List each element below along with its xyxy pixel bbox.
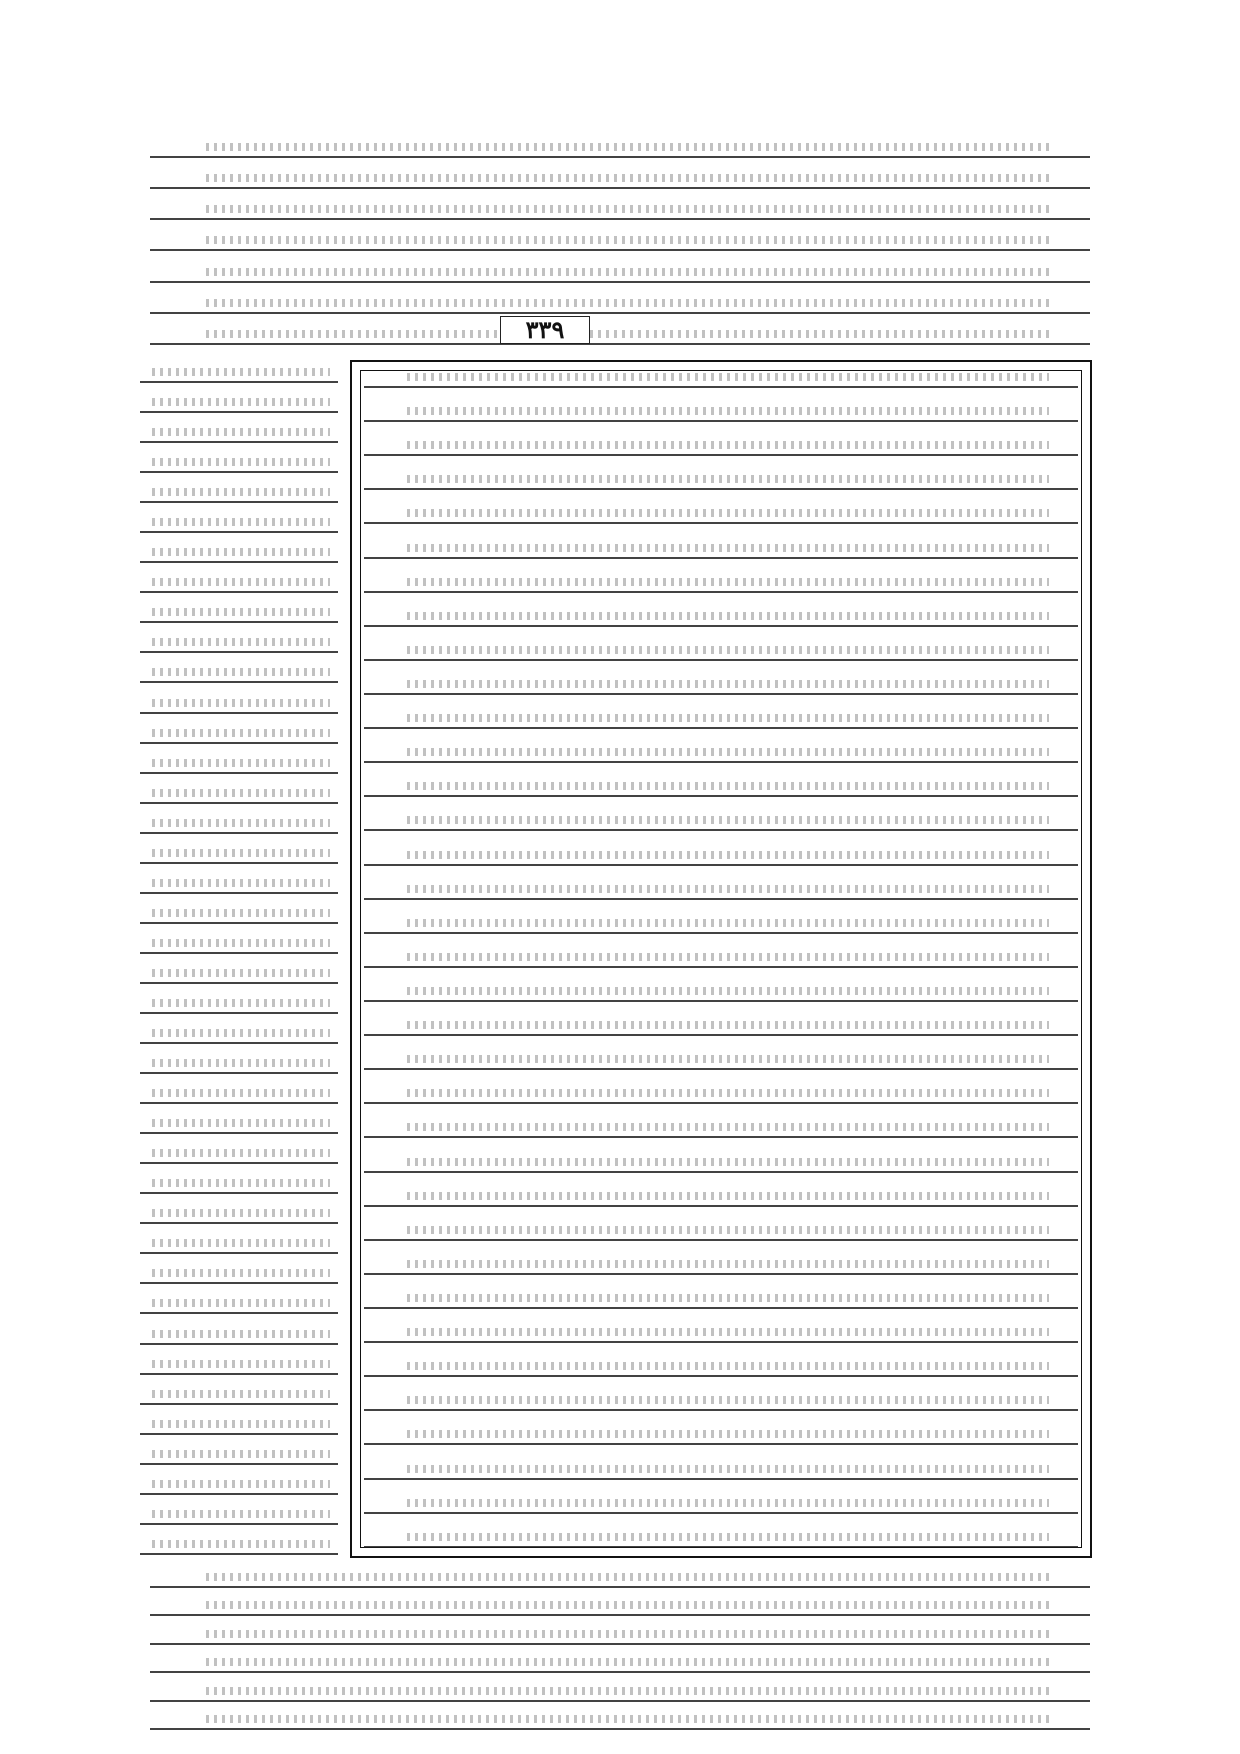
side-commentary-line: [140, 1176, 338, 1194]
footer-line: [150, 1712, 1090, 1730]
main-text-line: [364, 1086, 1078, 1104]
side-commentary-line: [140, 756, 338, 774]
side-commentary-line: [140, 936, 338, 954]
side-commentary-line: [140, 816, 338, 834]
side-commentary-line: [140, 1447, 338, 1465]
main-text-line: [364, 1257, 1078, 1275]
main-text-line: [364, 472, 1078, 490]
main-text-line: [364, 1189, 1078, 1207]
header-line: [150, 233, 1090, 251]
side-commentary-line: [140, 1146, 338, 1164]
main-text-line: [364, 1223, 1078, 1241]
main-text-line: [364, 575, 1078, 593]
side-commentary-line: [140, 786, 338, 804]
footer-line: [150, 1570, 1090, 1588]
header-line: [150, 327, 1090, 345]
main-text-block: [352, 370, 1090, 1548]
side-commentary-line: [140, 425, 338, 443]
main-text-line: [364, 813, 1078, 831]
side-commentary-line: [140, 575, 338, 593]
main-text-lines: [364, 370, 1078, 1548]
side-commentary-line: [140, 665, 338, 683]
header-line: [150, 140, 1090, 158]
side-commentary-line: [140, 726, 338, 744]
side-commentary-line: [140, 996, 338, 1014]
footer-line: [150, 1598, 1090, 1616]
side-commentary-line: [140, 1056, 338, 1074]
side-commentary-line: [140, 966, 338, 984]
side-commentary-line: [140, 1086, 338, 1104]
side-commentary-line: [140, 906, 338, 924]
main-text-line: [364, 1496, 1078, 1514]
header-lines: [150, 140, 1090, 345]
header-line: [150, 171, 1090, 189]
main-text-line: [364, 950, 1078, 968]
header-text-block: [150, 140, 1090, 345]
side-commentary-line: [140, 1477, 338, 1495]
side-commentary-line: [140, 1537, 338, 1555]
main-text-frame: [350, 360, 1092, 1558]
main-text-line: [364, 643, 1078, 661]
side-commentary-line: [140, 1116, 338, 1134]
main-text-line: [364, 1359, 1078, 1377]
main-text-line: [364, 916, 1078, 934]
main-text-line: [364, 848, 1078, 866]
header-line: [150, 202, 1090, 220]
side-commentary-line: [140, 1357, 338, 1375]
side-commentary-lines: [140, 365, 338, 1555]
side-commentary-line: [140, 1417, 338, 1435]
main-text-line: [364, 711, 1078, 729]
footer-line: [150, 1627, 1090, 1645]
main-text-line: [364, 1462, 1078, 1480]
side-commentary-line: [140, 1206, 338, 1224]
side-commentary-line: [140, 1387, 338, 1405]
side-commentary-line: [140, 365, 338, 383]
main-text-line: [364, 882, 1078, 900]
side-commentary-line: [140, 605, 338, 623]
side-commentary-line: [140, 515, 338, 533]
main-text-line: [364, 1325, 1078, 1343]
main-text-line: [364, 1052, 1078, 1070]
side-commentary-line: [140, 455, 338, 473]
side-commentary-line: [140, 1296, 338, 1314]
main-text-line: [364, 438, 1078, 456]
main-text-line: [364, 1120, 1078, 1138]
side-commentary-line: [140, 876, 338, 894]
main-text-line: [364, 1530, 1078, 1548]
main-text-line: [364, 1393, 1078, 1411]
main-text-line: [364, 1291, 1078, 1309]
side-commentary-line: [140, 1507, 338, 1525]
side-commentary-column: [140, 365, 338, 1555]
side-commentary-line: [140, 1026, 338, 1044]
page-number: ٣٣٩: [500, 316, 590, 344]
side-commentary-line: [140, 635, 338, 653]
side-commentary-line: [140, 545, 338, 563]
main-text-line: [364, 1018, 1078, 1036]
footer-line: [150, 1684, 1090, 1702]
footer-line: [150, 1655, 1090, 1673]
main-text-line: [364, 404, 1078, 422]
main-text-line: [364, 370, 1078, 388]
main-text-line: [364, 745, 1078, 763]
main-text-line: [364, 541, 1078, 559]
side-commentary-line: [140, 1236, 338, 1254]
main-text-line: [364, 677, 1078, 695]
side-commentary-line: [140, 1327, 338, 1345]
main-text-line: [364, 1427, 1078, 1445]
footer-lines: [150, 1570, 1090, 1730]
main-text-line: [364, 1155, 1078, 1173]
main-text-line: [364, 609, 1078, 627]
main-text-line: [364, 779, 1078, 797]
side-commentary-line: [140, 395, 338, 413]
side-commentary-line: [140, 1266, 338, 1284]
header-line: [150, 296, 1090, 314]
header-line: [150, 265, 1090, 283]
side-commentary-line: [140, 696, 338, 714]
footer-text-block: [150, 1570, 1090, 1730]
side-commentary-line: [140, 846, 338, 864]
side-commentary-line: [140, 485, 338, 503]
main-text-line: [364, 984, 1078, 1002]
main-text-line: [364, 506, 1078, 524]
